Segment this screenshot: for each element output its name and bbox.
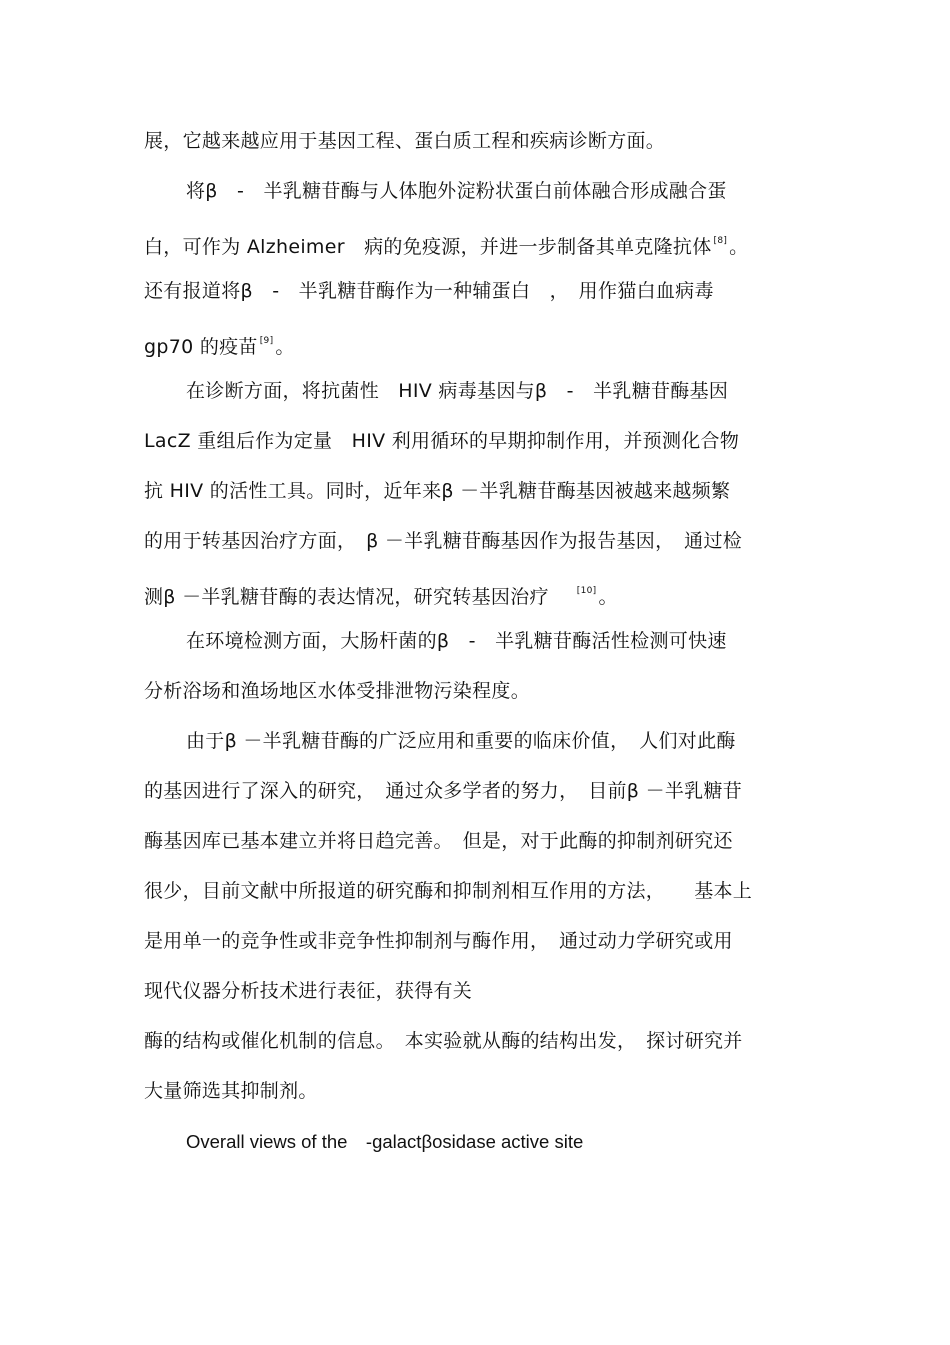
text-line-6 (186, 378, 728, 404)
text-line-3 (144, 228, 748, 260)
text-line-20 (144, 1078, 318, 1104)
line-text: 现代仪器分析技术进行表征，获得有关 (144, 980, 473, 1002)
citation-ref-8: [8] (713, 236, 728, 246)
figure-caption: Overall views of the -galactβosidase active site (186, 1131, 584, 1152)
line-text: 还有报道将β - 半乳糖苷酶作为一种辅蛋白 ， 用作猫白血病毒 (144, 280, 714, 302)
line-text: 。 (275, 336, 295, 358)
text-line-8 (144, 478, 730, 504)
citation-ref-9: [9] (259, 336, 274, 346)
text-line-12 (144, 678, 530, 704)
line-text: 测β －半乳糖苷酶的表达情况，研究转基因治疗 (144, 586, 549, 608)
text-line-14 (144, 778, 742, 804)
text-line-1 (144, 128, 665, 154)
text-line-11 (186, 628, 727, 654)
text-line-7 (144, 428, 739, 454)
citation-ref-10: [10] (576, 586, 597, 596)
text-line-19 (144, 1028, 743, 1054)
line-text: 分析浴场和渔场地区水体受排泄物污染程度。 (144, 680, 531, 702)
text-line-13 (186, 728, 736, 754)
line-text: 展，它越来越应用于基因工程、蛋白质工程和疾病诊断方面。 (144, 130, 666, 152)
line-text: 将β - 半乳糖苷酶与人体胞外淀粉状蛋白前体融合形成融合蛋 (186, 180, 727, 202)
line-text: LacZ 重组后作为定量 HIV 利用循环的早期抑制作用，并预测化合物 (144, 430, 740, 452)
line-text: 的用于转基因治疗方面， β －半乳糖苷酶基因作为报告基因， 通过检 (144, 530, 743, 552)
line-text: 酶基因库已基本建立并将日趋完善。 但是，对于此酶的抑制剂研究还 (144, 830, 733, 852)
text-line-15 (144, 828, 733, 854)
text-line-16 (144, 878, 752, 904)
line-text: 很少，目前文献中所报道的研究酶和抑制剂相互作用的方法， 基本上 (144, 880, 753, 902)
line-text: 。 (598, 586, 618, 608)
text-line-4 (144, 278, 714, 304)
text-line-5 (144, 328, 295, 360)
text-line-18 (144, 978, 472, 1004)
text-line-9 (144, 528, 742, 554)
line-text: 在诊断方面，将抗菌性 HIV 病毒基因与β - 半乳糖苷酶基因 (186, 380, 729, 402)
line-text: 的基因进行了深入的研究， 通过众多学者的努力， 目前β －半乳糖苷 (144, 780, 743, 802)
line-text: 抗 HIV 的活性工具。同时，近年来β －半乳糖苷酶基因被越来越频繁 (144, 480, 731, 502)
line-text: 白，可作为 Alzheimer 病的免疫源，并进一步制备其单克隆抗体 (144, 236, 712, 258)
line-text: 在环境检测方面，大肠杆菌的β - 半乳糖苷酶活性检测可快速 (186, 630, 727, 652)
line-text: 大量筛选其抑制剂。 (144, 1080, 318, 1102)
text-line-17 (144, 928, 733, 954)
line-text: 酶的结构或催化机制的信息。 本实验就从酶的结构出发， 探讨研究并 (144, 1030, 743, 1052)
line-text: gp70 的疫苗 (144, 336, 258, 358)
text-line-10 (144, 578, 618, 610)
line-text: 由于β －半乳糖苷酶的广泛应用和重要的临床价值， 人们对此酶 (186, 730, 736, 752)
line-text: 。 (729, 236, 749, 258)
line-text: 是用单一的竞争性或非竞争性抑制剂与酶作用， 通过动力学研究或用 (144, 930, 733, 952)
text-line-2 (186, 178, 727, 204)
